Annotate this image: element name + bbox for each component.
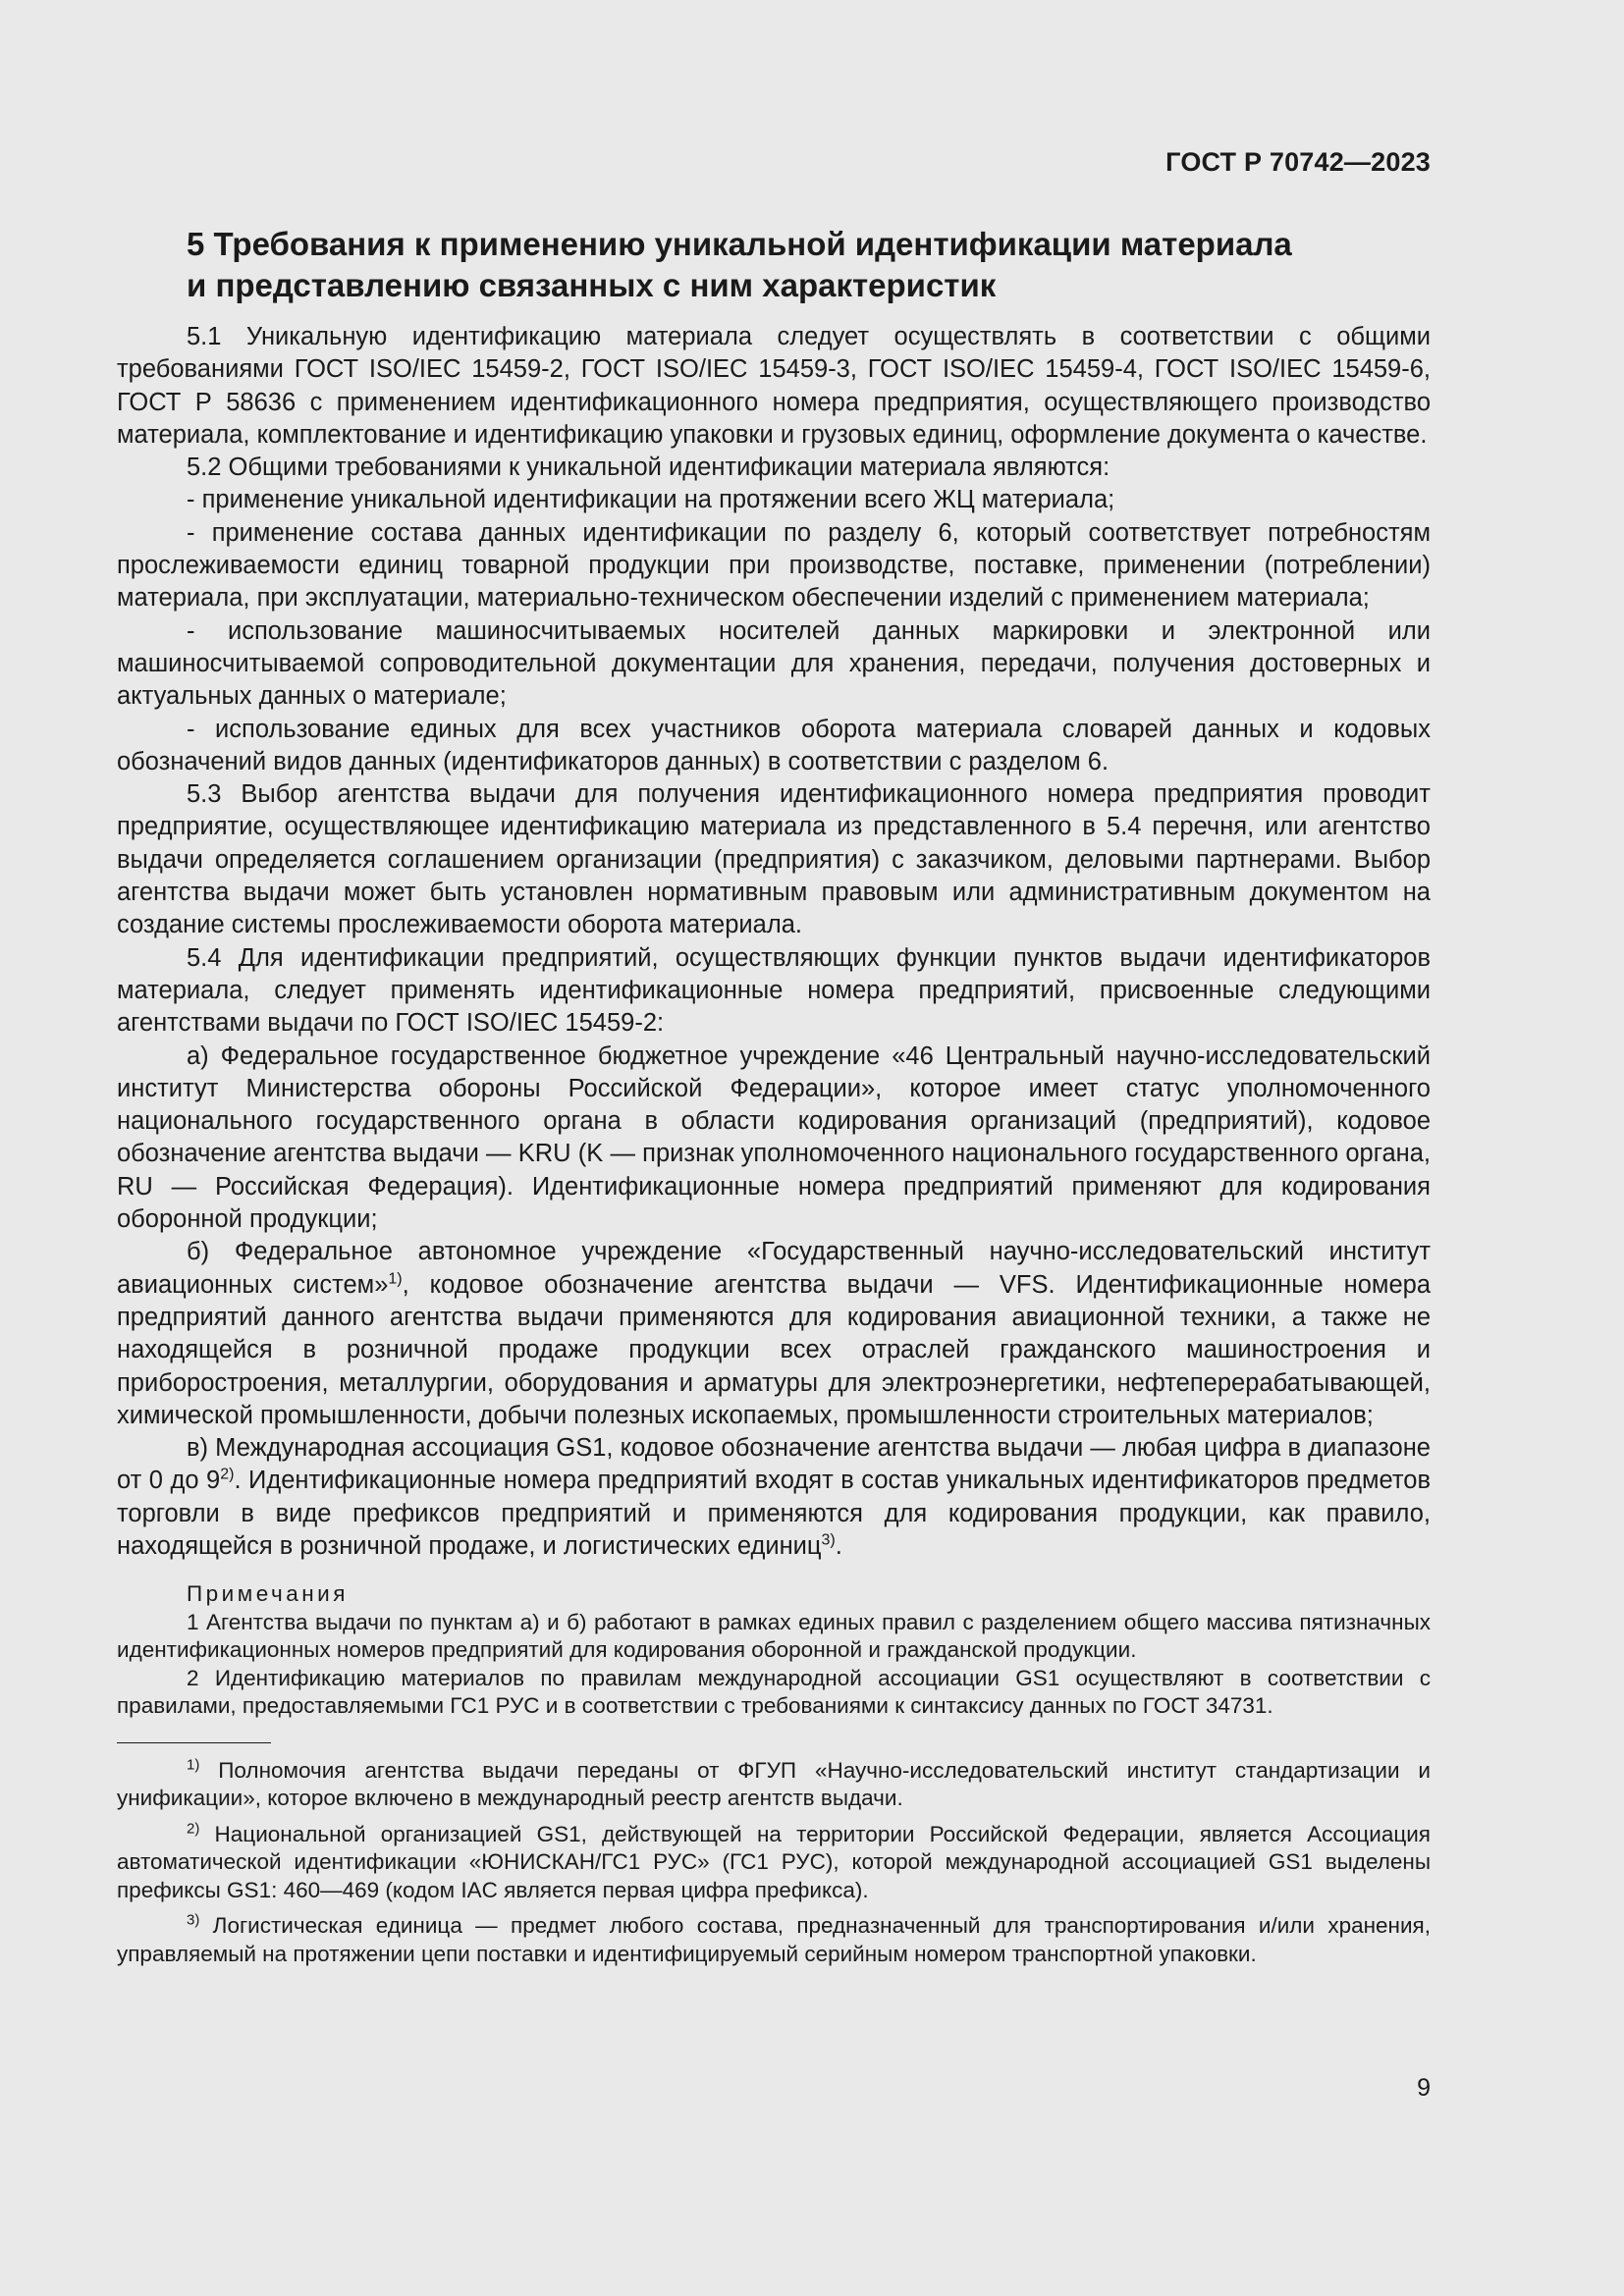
list-item-b-text-1: б) Федеральное автономное учреждение «Государственный научно-исследовательский институт авиационных систем» (117, 1238, 1431, 1299)
list-item-c-text-3: . (835, 1531, 842, 1560)
notes-title: Примечания (187, 1581, 349, 1607)
list-item: - применение уникальной идентификации на протяжении всего ЖЦ материала; (187, 486, 1115, 514)
note-1: 1 Агентства выдачи по пунктам а) и б) работают в рамках единых правил с разделением общего массива пятизначных идентификационных номеров предприятий для кодирования оборонной и гражданской продукции. (117, 1609, 1431, 1663)
list-item-b-text-2: , кодовое обозначение агентства выдачи — VFS. Идентификационные номера предприятий данного агентства выдачи применяются для кодирования авиационной техники, а также не находящейся в розничной продаже продукции всех отраслей гражданского машиностроения и приборостроения, металлургии, оборудования и арматуры для электроэнергетики, нефтеперерабатывающей, химической промышленности, добычи полезных ископаемых, промышленности строительных материалов; (117, 1270, 1431, 1429)
footnote-mark-1: 1) (187, 1756, 200, 1774)
page-number: 9 (1417, 2074, 1431, 2102)
footnote-3 (117, 1912, 1431, 1968)
note-2: 2 Идентификацию материалов по правилам международной ассоциации GS1 осуществляют в соответствии с правилами, предоставляемыми ГС1 РУС и в соответствии с требованиями к синтаксису данных по ГОСТ 34731. (117, 1665, 1431, 1719)
paragraph-5-1: 5.1 Уникальную идентификацию материала следует осуществлять в соответствии с общими требованиями ГОСТ ISO/IEC 15459-2, ГОСТ ISO/IEC 15459-3, ГОСТ ISO/IEC 15459-4, ГОСТ ISO/IEC 15459-6, ГОСТ Р 58636 с применением идентификационного номера предприятия, осуществляющего производство материала, комплектование и идентификацию упаковки и грузовых единиц, оформление документа о качестве. (117, 323, 1431, 449)
list-item: - применение состава данных идентификации по разделу 6, который соответствует потребностям прослеживаемости единиц товарной продукции при производстве, поставке, применении (потреблении) материала, при эксплуатации, материально-техническом обеспечении изделий с применением материала; (117, 518, 1431, 613)
footnote-ref-3: 3) (821, 1531, 836, 1549)
paragraph-5-2: 5.2 Общими требованиями к уникальной идентификации материала являются: (187, 454, 1110, 482)
list-item-c (117, 1432, 1431, 1563)
footnote-1 (117, 1757, 1431, 1813)
section-title (187, 224, 1365, 306)
list-item-c-text-1: в) Международная ассоциация GS1, кодовое обозначение агентства выдачи — любая цифра в диапазоне от 0 до 9 (117, 1434, 1431, 1495)
paragraph-5-3: 5.3 Выбор агентства выдачи для получения идентификационного номера предприятия проводит предприятие, осуществляющее идентификацию материала из представленного в 5.4 перечня, или агентство выдачи определяется соглашением организации (предприятия) с заказчиком, деловыми партнерами. Выбор агентства выдачи может быть установлен нормативным правовым или административным документом на создание системы прослеживаемости оборота материала. (117, 780, 1431, 939)
list-item-c-text-2: . Идентификационные номера предприятий входят в состав уникальных идентификаторов предметов торговли в виде префиксов предприятий и применяются для кодирования продукции, как правило, находящейся в розничной продаже, и логистических единиц (117, 1467, 1431, 1560)
footnote-ref-1: 1) (388, 1270, 403, 1288)
paragraph-5-4: 5.4 Для идентификации предприятий, осуществляющих функции пунктов выдачи идентификаторов материала, следует применять идентификационные номера предприятий, присвоенные следующими агентствами выдачи по ГОСТ ISO/IEC 15459-2: (117, 943, 1431, 1038)
footnote-ref-2: 2) (220, 1466, 235, 1483)
section-title-line-1: 5 Требования к применению уникальной идентификации материала (187, 226, 1292, 262)
section-title-line-2: и представлению связанных с ним характеристик (187, 267, 997, 303)
footnote-3-text: Логистическая единица — предмет любого состава, предназначенный для транспортирования и/или хранения, управляемый на протяжении цепи поставки и идентифицируемый серийным номером транспортной упаковки. (117, 1913, 1431, 1966)
notes-block (117, 1580, 1431, 1721)
list-item-a: а) Федеральное государственное бюджетное учреждение «46 Центральный научно-исследовательский институт Министерства обороны Российской Федерации», которое имеет статус уполномоченного национального государственного органа в области кодирования организаций (предприятий), кодовое обозначение агентства выдачи — KRU (K — признак уполномоченного национального государственного органа, RU — Российская Федерация). Идентификационные номера предприятий применяют для кодирования оборонной продукции; (117, 1041, 1431, 1234)
list-item-b (117, 1236, 1431, 1432)
body-text (117, 321, 1431, 1976)
footnotes-block (117, 1757, 1431, 1969)
footnote-2 (117, 1821, 1431, 1905)
footnote-1-text: Полномочия агентства выдачи переданы от ФГУП «Научно-исследовательский институт стандартизации и унификации», которое включено в международный реестр агентств выдачи. (117, 1757, 1431, 1811)
footnote-divider (117, 1742, 271, 1743)
footnote-mark-2: 2) (187, 1820, 200, 1838)
footnote-2-text: Национальной организацией GS1, действующей на территории Российской Федерации, является Ассоциация автоматической идентификации «ЮНИСКАН/ГС1 РУС» (ГС1 РУС), которой международной ассоциацией GS1 выделены префиксы GS1: 460—469 (кодом IAC является первая цифра префикса). (117, 1821, 1431, 1902)
footnote-mark-3: 3) (187, 1911, 200, 1929)
list-item: - использование единых для всех участников оборота материала словарей данных и кодовых обозначений видов данных (идентификаторов данных) в соответствии с разделом 6. (117, 715, 1431, 775)
document-code-header: ГОСТ Р 70742—2023 (1165, 147, 1431, 177)
list-item: - использование машиносчитываемых носителей данных маркировки и электронной или машиносчитываемой сопроводительной документации для хранения, передачи, получения достоверных и актуальных данных о материале; (117, 616, 1431, 711)
